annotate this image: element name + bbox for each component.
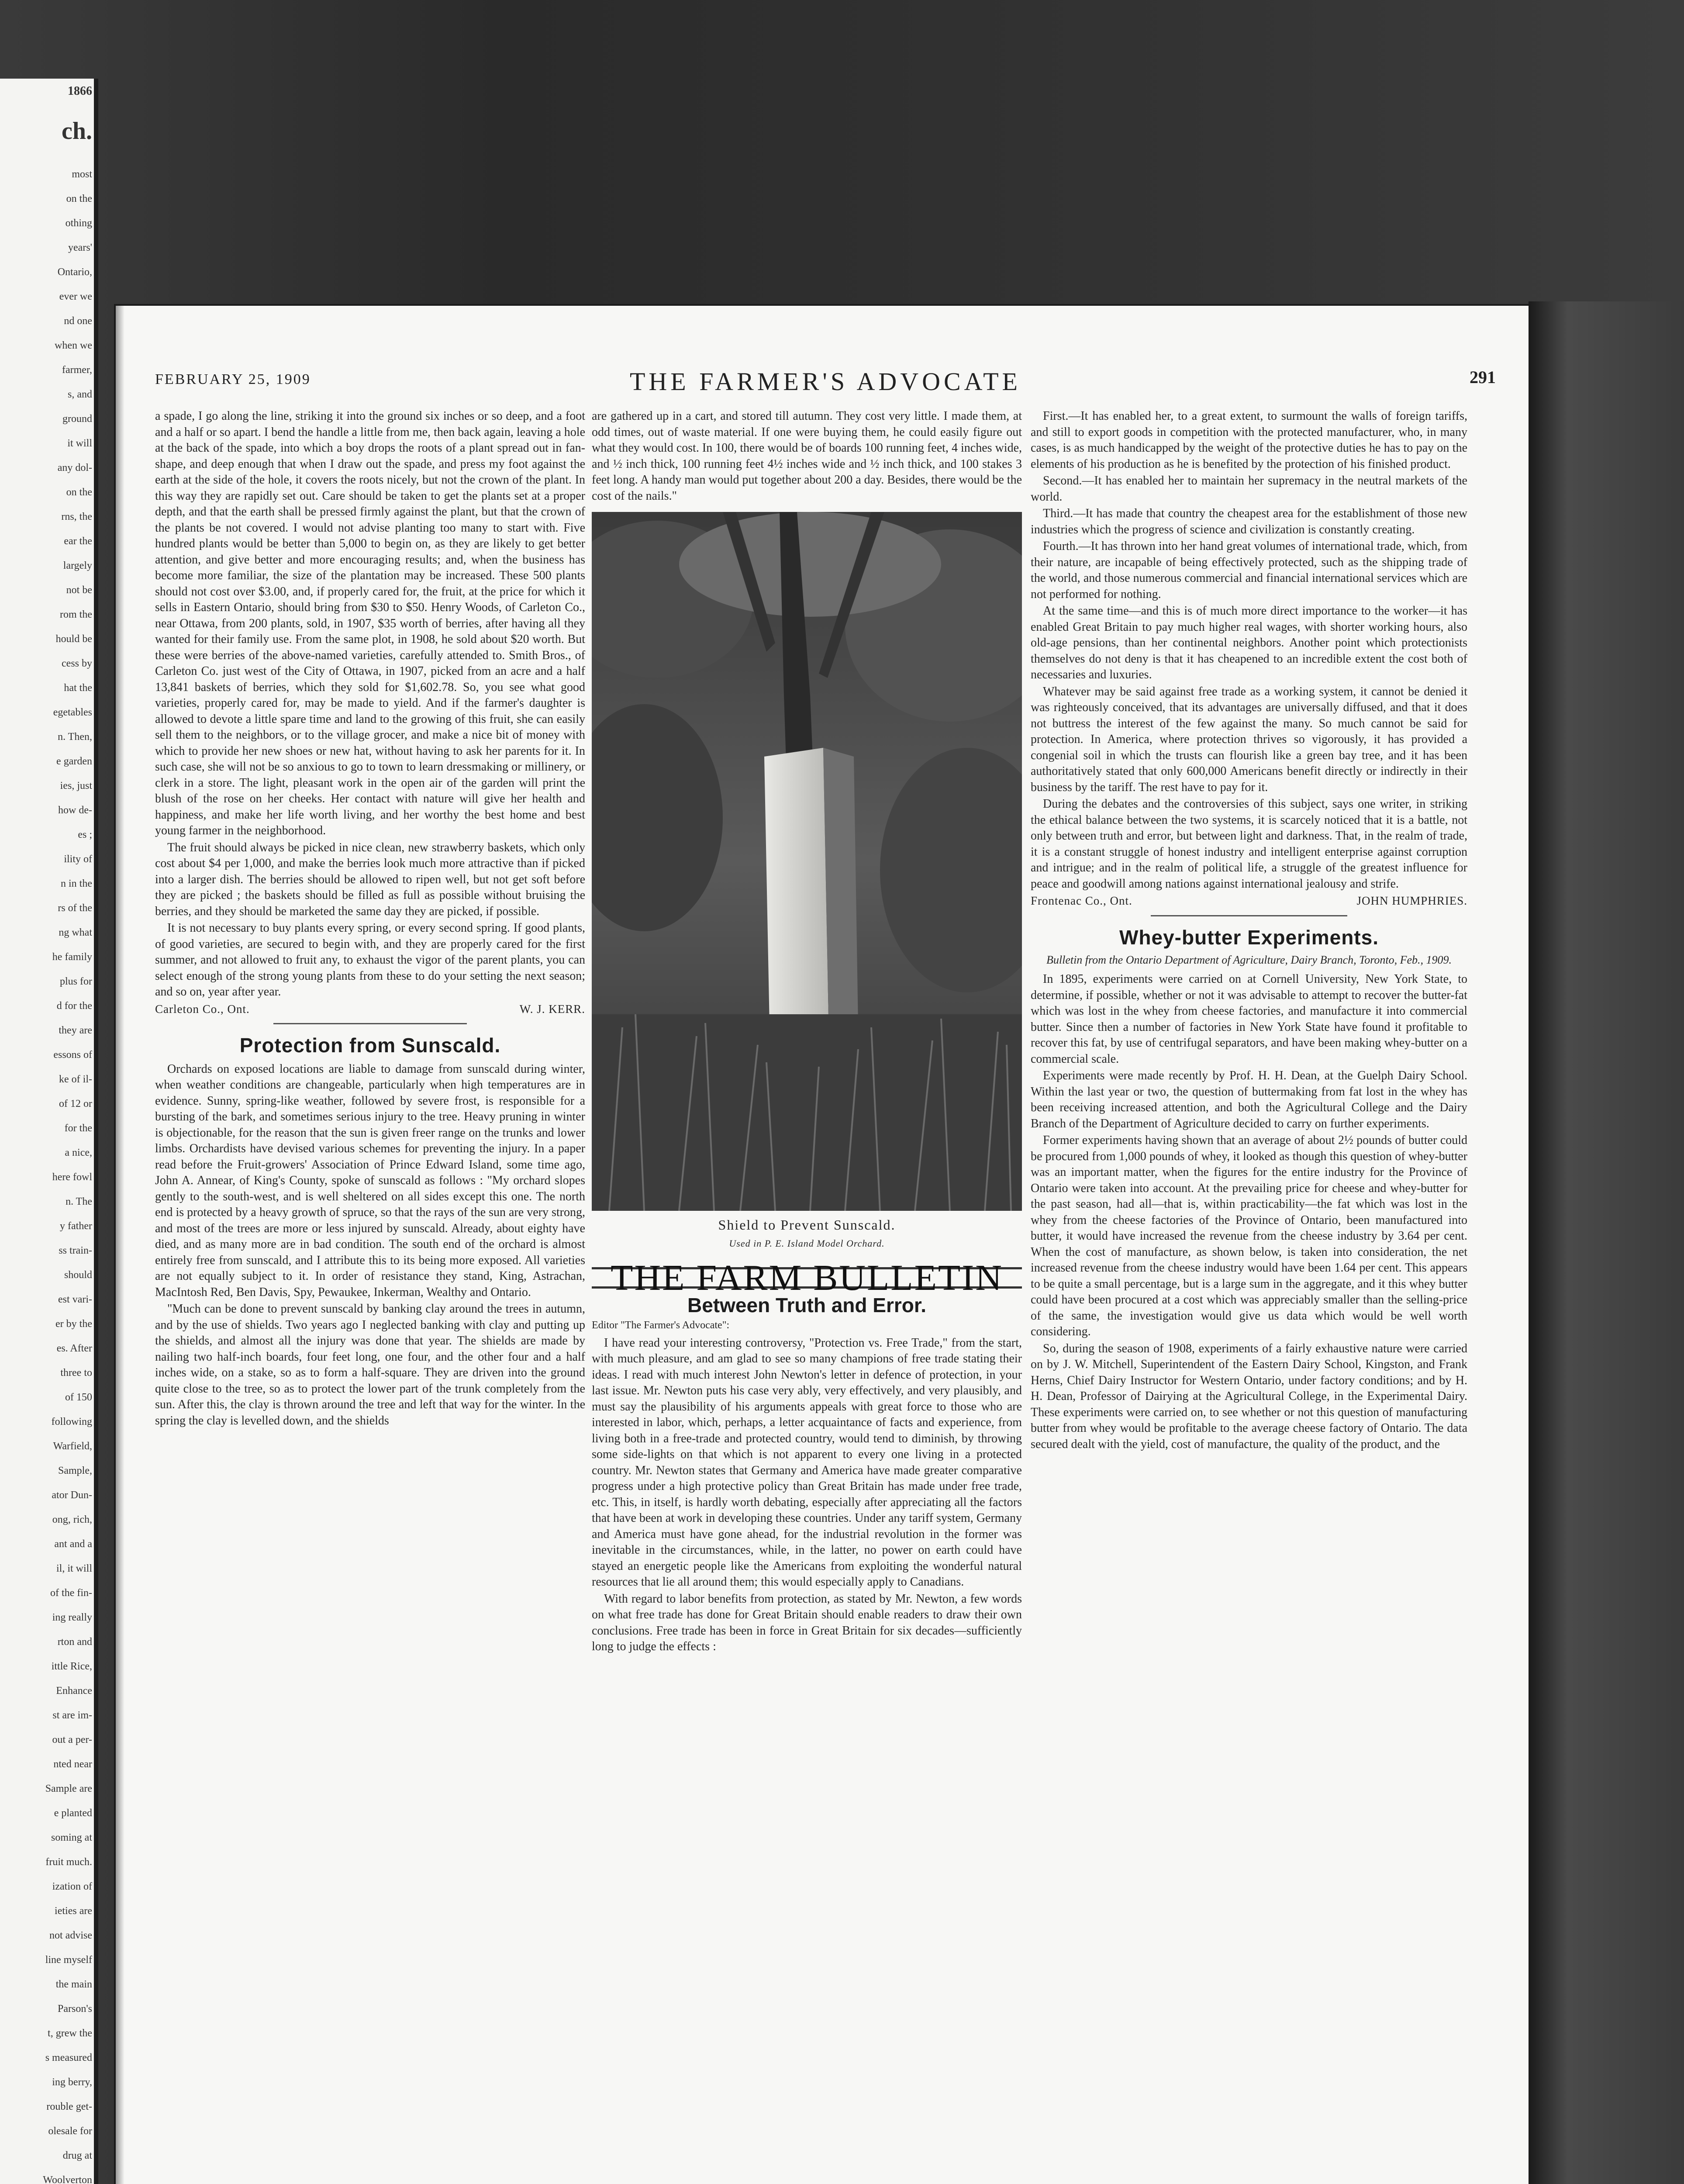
- previous-page-text-fragment: ies, just: [60, 780, 92, 791]
- previous-page-text-fragment: should: [64, 1269, 92, 1281]
- previous-page-text-fragment: most: [72, 169, 92, 180]
- previous-page-text-fragment: largely: [63, 560, 92, 571]
- issue-date: FEBRUARY 25, 1909: [155, 371, 311, 387]
- article-paragraph: Third.—It has made that country the cheapest area for the establishment of those new industries which the progress of science and civilization is constantly creating.: [1031, 507, 1467, 536]
- article-paragraph: Experiments were made recently by Prof. H. H. Dean, at the Guelph Dairy School. Within the last year or two, the question of buttermaking from fat lost in the whey has been receiving increased attention, and both the Agricultural College and the Dairy Branch of the Department of Agriculture decided to carry on further experiments.: [1031, 1069, 1467, 1130]
- previous-page-text-fragment: d for the: [56, 1000, 92, 1012]
- previous-page-text-fragment: here fowl: [52, 1171, 92, 1183]
- previous-page-text-fragment: egetables: [53, 707, 92, 718]
- previous-page-text-fragment: soming at: [51, 1832, 92, 1843]
- previous-page-text-fragment: nd one: [64, 315, 92, 327]
- column-3: [1031, 408, 1467, 1453]
- previous-page-text-fragment: on the: [66, 487, 92, 498]
- previous-page-text-fragment: n in the: [61, 878, 92, 889]
- previous-page-text-fragment: farmer,: [62, 364, 92, 376]
- previous-page-text-fragment: ility of: [64, 854, 92, 865]
- binding-edge: [1529, 301, 1684, 2184]
- signature-line: [155, 1001, 585, 1017]
- column-1: [155, 408, 585, 1430]
- previous-page-text-fragment: fruit much.: [45, 1856, 92, 1868]
- photo-subcaption: Used in P. E. Island Model Orchard.: [729, 1237, 885, 1249]
- divider: [1151, 915, 1347, 916]
- divider: [273, 1023, 467, 1024]
- previous-page-text-fragment: Sample are: [45, 1783, 92, 1794]
- previous-page-text-fragment: hat the: [64, 682, 92, 694]
- previous-page-text-fragment: rouble get-: [46, 2101, 92, 2112]
- article-paragraph: In 1895, experiments were carried on at Cornell University, New York State, to determine, if possible, whether or not it was advisable to attempt to recover the butter-fat which was lost in the whey from cheese factories, and manufacture it into commercial butter. Since then a number of factories in New York State have found it profitable to recover this fat, by use of centrifugal separators, and have been making whey-butter on a commercial scale.: [1031, 972, 1467, 1066]
- previous-page-text-fragment: ss train-: [59, 1245, 92, 1256]
- previous-page-text-fragment: how de-: [58, 805, 92, 816]
- previous-page-text-fragment: ieties are: [55, 1905, 92, 1917]
- article-paragraph: a spade, I go along the line, striking it into the ground six inches or so deep, and a foot and a half or so apart. I bend the handle a little from me, then back again, leaving a hole at the back of the spade, into which a boy drops the roots of a plant spread out in fan-shape, and deep enough that when I draw out the spade, and press my foot against the earth at the side of the hole, it covers the roots nicely, but not the crown of the plant. In this way they are rapidly set out. Care should be taken to get the plants set at a proper depth, and that the earth shall be pressed firmly against the plant, but that the crown of the plants be not covered. I would not advise planting too many to start with. Five hundred plants would be better than 5,000 to begin on, as they are likely to get better attention, and give better and more encouraging results; and, when the business has become more familiar, the size of the plantation may be increased. These 500 plants should not cost over $3.00, and, if properly cared for, the fruit, at the price for which it sells in Eastern Ontario, should bring from $30 to $50. Henry Woods, of Carleton Co., near Ottawa, from 200 plants, sold, in 1907, $35 worth of berries, after having all they wanted for their family use. From the same plot, in 1908, he sold about $20 worth. But these were berries of the above-named varieties, carefully attended to. Smith Bros., of Carleton Co. just west of the City of Ottawa, in 1907, picked from an acre and a half 13,841 baskets of berries, which they sold for $1,602.78. So, you see what good varieties, properly cared for, may be made to yield. And if the farmer's daughter is allowed to devote a little spare time and land to the growing of this fruit, she can easily sell them to the neighbors, or to the village grocer, and make a nice bit of money with which to provide her new shoes or new hat, without having to ask her parents for it. In such case, she will not be so anxious to go to town to learn dressmaking or millinery, or clerk in a store. The light, pleasant work in the open air of the garden will print the blush of the rose on her cheeks. Her contact with nature will give her health and happiness, and make her life worth living, and her worthy the best home and best young farmer in the neighborhood.: [155, 409, 585, 837]
- previous-page-text-fragment: any dol-: [57, 462, 92, 473]
- previous-page-text-fragment: years': [68, 242, 92, 253]
- previous-page-text-fragment: of 150: [65, 1392, 92, 1403]
- previous-page-text-fragment: ing berry,: [52, 2077, 92, 2088]
- previous-page-text-fragment: es ;: [78, 829, 92, 840]
- previous-page-text-fragment: Parson's: [58, 2003, 92, 2015]
- previous-page-text-fragment: of 12 or: [59, 1098, 92, 1109]
- previous-page-text-fragment: othing: [65, 218, 92, 229]
- previous-page-text-fragment: n. Then,: [58, 731, 92, 743]
- article-paragraph: Former experiments having shown that an average of about 2½ pounds of butter could be procured from 1,000 pounds of whey, it looked as though this question of whey-butter was an important matter, when the figures for the entire industry for the Province of Ontario were taken into account. At the prevailing price for cheese and whey-butter for the past season, had all—that is, within practicability—the fat which was lost in the whey from the cheese factories of the Province of Ontario, been manufactured into butter, it would have increased the revenue from the cheese industry by 3.64 per cent. When the cost of manufacture, as shown below, is taken into consideration, the net increased revenue from the cheese industry would have been 1.64 per cent. This appears to be quite a small percentage, but is a large sum in the aggregate, and it this whey butter could have been procured at a cost which was appreciably smaller than the selling-price of the same, the investigation would give us data which would be well worth considering.: [1031, 1133, 1467, 1338]
- previous-page-text-fragment: following: [51, 1416, 92, 1427]
- article-paragraph: Fourth.—It has thrown into her hand great volumes of international trade, which, from their nature, are incapable of being effectively protected, such as the shipping trade of the world, and those numerous commercial and financial international services which are not performed for nothing.: [1031, 539, 1467, 601]
- photo-image: [592, 512, 1022, 1211]
- previous-page-text-fragment: y father: [60, 1220, 92, 1232]
- previous-page-text-fragment: essons of: [53, 1049, 92, 1061]
- previous-page-text-fragment: three to: [60, 1367, 92, 1379]
- previous-page-text-fragment: e planted: [54, 1807, 92, 1819]
- previous-page-text-fragment: hould be: [55, 633, 92, 645]
- previous-page-text-fragment: the main: [55, 1979, 92, 1990]
- article-paragraph: The fruit should always be picked in nice clean, new strawberry baskets, which only cost about $4 per 1,000, and make the berries look much more attractive than if picked into a larger dish. The berries should be allowed to ripen well, but not get soft before they are picked ; the baskets should be filled as full as possible without bruising the berries, and they should be marketed the same day they are picked, if possible.: [155, 840, 585, 918]
- signature-line: [1031, 893, 1467, 909]
- previous-page-text-fragment: rs of the: [58, 902, 92, 914]
- previous-page-text-fragment: ch.: [62, 117, 92, 145]
- previous-page-text-fragment: line myself: [45, 1954, 92, 1966]
- signature-place: Frontenac Co., Ont.: [1031, 894, 1132, 907]
- previous-page-text-fragment: Ontario,: [57, 266, 92, 278]
- masthead-title: THE FARMER'S ADVOCATE: [629, 367, 1021, 396]
- article-paragraph: "Much can be done to prevent sunscald by banking clay around the trees in autumn, and by the use of shields. Two years ago I neglected banking with clay and putting up the shields, and almost all the injury was done that year. The shields are made by nailing two half-inch boards, four feet long, one four, and the other four and a half inches wide, on a stake, so as to form a half-square. They are driven into the ground quite close to the tree, so as to protect the lower part of the trunk completely from the sun. After this, the clay is thrown around the tree and left that way for the winter. In the spring the clay is levelled down, and the shields: [155, 1302, 585, 1427]
- previous-page-text-fragment: il, it will: [56, 1563, 92, 1574]
- previous-page-text-fragment: 1866: [68, 84, 92, 98]
- article-paragraph: So, during the season of 1908, experiments of a fairly exhaustive nature were carried on by J. W. Mitchell, Superintendent of the Eastern Dairy School, Kingston, and Frank Herns, Chief Dairy Instructor for Western Ontario, under factory conditions; and by H. H. Dean, Professor of Dairying at the Agricultural College, in the Experimental Dairy. These experiments were carried on, to see whether or not this question of manufacturing butter from whey would be profitable to the average cheese factory of Ontario. The data secured dealt with the yield, cost of manufacture, the quality of the product, and the: [1031, 1341, 1467, 1451]
- previous-page-text-fragment: Woolverton: [43, 2174, 92, 2184]
- previous-page-text-fragment: rton and: [57, 1636, 92, 1648]
- article-paragraph: At the same time—and this is of much more direct importance to the worker—it has enabled Great Britain to pay much higher real wages, with shorter working hours, also old-age pensions, than her continental neighbors. Another point which protectionists themselves do not deny is that it has cheapened to an incredible extent the cost both of necessaries and luxuries.: [1031, 604, 1467, 681]
- previous-page-text-fragment: not be: [66, 584, 92, 596]
- article-paragraph: First.—It has enabled her, to a great extent, to surmount the walls of foreign tariffs, and still to export goods in competition with the protected manufacturer, who, in many cases, is as much handicapped by the weight of the protective duties he has to pay on the elements of his production as he is benefited by the protection of his finished product.: [1031, 409, 1467, 471]
- previous-page-text-fragment: ator Dun-: [52, 1489, 92, 1501]
- signature-place: Carleton Co., Ont.: [155, 1002, 250, 1016]
- previous-page-text-fragment: ng what: [59, 927, 92, 938]
- article-paragraph: With regard to labor benefits from protection, as stated by Mr. Newton, a few words on what free trade has done for Great Britain should enable readers to draw their own conclusions. Free trade has been in force in Great Britain for six decades—sufficiently long to judge the effects :: [592, 1592, 1022, 1653]
- previous-page-text-fragment: ke of il-: [59, 1074, 92, 1085]
- photo-caption: Shield to Prevent Sunscald.: [718, 1217, 896, 1233]
- previous-page-text-fragment: nted near: [53, 1759, 92, 1770]
- page-number: 291: [1470, 367, 1496, 387]
- previous-page-text-fragment: n. The: [66, 1196, 92, 1207]
- previous-page-text-fragment: of the fin-: [50, 1587, 92, 1599]
- previous-page-text-fragment: not advise: [49, 1930, 92, 1941]
- article-heading: Whey-butter Experiments.: [1119, 926, 1379, 949]
- article-paragraph: It is not necessary to buy plants every spring, or every second spring. If good plants, of good varieties, are secured to begin with, and they are properly cared for the first summer, and not allowed to fruit any, to exhaust the vigor of the parent plants, you can select enough of the strong young plants from these to do your setting the next season; and so on, year after year.: [155, 921, 585, 999]
- signature-name: JOHN HUMPHRIES.: [1356, 894, 1467, 907]
- previous-page-text-fragment: ant and a: [54, 1538, 92, 1550]
- previous-page-text-fragment: rns, the: [61, 511, 92, 522]
- newspaper-page: [116, 306, 1529, 2184]
- previous-page-text-fragment: ground: [62, 413, 92, 425]
- previous-page-text-fragment: Enhance: [56, 1685, 92, 1697]
- signature-name: W. J. KERR.: [519, 1002, 585, 1016]
- page-header: [155, 367, 1496, 397]
- article-paragraph: I have read your interesting controversy, "Protection vs. Free Trade," from the start, with much pleasure, and am glad to see so many champions of free trade stating their ideas. I read with much interest John Newton's letter in defence of protection, in your last issue. Mr. Newton puts his case very ably, very effectively, and very plausibly, and must say the plausibility of his arguments appeals with great force to those who are interested in labor, which, perhaps, a letter acquaintance of facts and experience, from living both in a free-trade and protected country, would tend to diminish, by throwing some side-lights on that which is not apparent to every one living in a protected country. Mr. Newton states that Germany and America have made greater comparative progress under a high protective policy than Great Britain has made under free trade, etc. This, in itself, is hardly worth debating, especially after appreciating all the factors that have been at work in developing these countries. Under any tariff system, Germany and America must have gone ahead, for the industrial revolution in the former was inevitable in the circumstances, while, in the latter, no power on earth could have stayed an energetic people like the Americans from exploiting the wonderful natural resources that lie all around them; this would especially apply to Canadians.: [592, 1336, 1022, 1589]
- previous-page-text-fragment: it will: [67, 438, 92, 449]
- previous-page-text-fragment: olesale for: [48, 2125, 92, 2137]
- previous-page-text-fragment: on the: [66, 193, 92, 204]
- previous-page-text-fragment: ear the: [64, 536, 92, 547]
- previous-page-text-fragment: cess by: [62, 658, 92, 669]
- previous-page-text-fragment: drug at: [62, 2150, 92, 2161]
- previous-page-text-fragment: ittle Rice,: [51, 1661, 92, 1672]
- article-paragraph: are gathered up in a cart, and stored till autumn. They cost very little. I made them, at odd times, out of waste material. If one were buying them, he could easily figure out what they would cost. In 100, there would be of boards 100 running feet, 4 inches wide, and ½ inch thick, 100 running feet 4½ inches wide and ½ inch thick, and 100 stakes 3 feet long. A handy man would put together about 200 a day. Besides, there would be the cost of the nails.": [592, 409, 1022, 503]
- column-2: [592, 408, 1022, 1656]
- article-paragraph: Second.—It has enabled her to maintain her supremacy in the neutral markets of the world.: [1031, 474, 1467, 504]
- article-paragraph: During the debates and the controversies of this subject, says one writer, in striking the ethical balance between the two systems, it is scarcely noticed that it is a battle, not only between truth and error, but between light and darkness. That, in the realm of trade, it is a constant struggle of honest industry and intelligent enterprise against corruption and intrigue; and in the realm of political life, a struggle of the greatest influence for peace and goodwill among nations against international jealousy and strife.: [1031, 797, 1467, 891]
- previous-page-text-fragment: s measured: [45, 2052, 92, 2063]
- previous-page-text-fragment: rom the: [60, 609, 92, 620]
- article-paragraph: Whatever may be said against free trade as a working system, it cannot be denied it was righteously conceived, that its advantages are universally diffused, and that it does not buttress the interest of the few against the many. So much cannot be said for protection. In America, where protection thrives so vigorously, it has provided a congenial soil in which the trusts can flourish like a green bay tree, and it has been authoritatively stated that only 600,000 Americans benefit directly or indirectly in their business by the tariff. The rest have to pay for it.: [1031, 684, 1467, 794]
- previous-page-text-fragment: when we: [55, 340, 92, 351]
- shield-photograph: [592, 512, 1022, 1211]
- previous-page-text-fragment: er by the: [55, 1318, 92, 1330]
- previous-page-text-fragment: t, grew the: [48, 2028, 92, 2039]
- previous-page-text-fragment: Sample,: [58, 1465, 92, 1476]
- previous-page-fragment: [0, 79, 98, 2184]
- previous-page-text-fragment: plus for: [60, 976, 92, 987]
- page-fold-shadow: [116, 306, 124, 2184]
- article-heading: Protection from Sunscald.: [239, 1034, 501, 1057]
- previous-page-text-fragment: for the: [64, 1123, 92, 1134]
- previous-page-text-fragment: Warfield,: [53, 1441, 92, 1452]
- previous-page-text-fragment: e garden: [56, 756, 92, 767]
- previous-page-text-fragment: est vari-: [58, 1294, 92, 1305]
- previous-page-text-fragment: ong, rich,: [52, 1514, 92, 1525]
- article-heading: Between Truth and Error.: [687, 1293, 926, 1317]
- previous-page-text-fragment: ever we: [59, 291, 92, 302]
- previous-page-text-fragment: out a per-: [52, 1734, 92, 1745]
- previous-page-text-fragment: ization of: [52, 1881, 92, 1892]
- previous-page-text-fragment: they are: [59, 1025, 92, 1036]
- article-byline: Bulletin from the Ontario Department of Agriculture, Dairy Branch, Toronto, Feb., 1909.: [1046, 954, 1452, 966]
- previous-page-text-fragment: st are im-: [52, 1710, 92, 1721]
- previous-page-text-fragment: ing really: [52, 1612, 92, 1623]
- previous-page-text-fragment: es. After: [56, 1343, 92, 1354]
- previous-page-text-fragment: s, and: [68, 389, 92, 400]
- editor-salutation: Editor "The Farmer's Advocate":: [592, 1320, 730, 1331]
- article-paragraph: Orchards on exposed locations are liable to damage from sunscald during winter, when weather conditions are changeable, particularly when high temperatures are in evidence. Sunny, spring-like weather, followed by severe frost, is responsible for a bursting of the bark, and sometimes serious injury to the tree. Heavy pruning in winter is objectionable, for the reason that the sun is given freer range on the trunks and lower limbs. Orchardists have devised various schemes for preventing the injury. In a paper read before the Fruit-growers' Association of Prince Edward Island, some time ago, John A. Annear, of King's County, spoke of sunscald as follows : "My orchard slopes gently to the south-west, and is well sheltered on all sides except this one. The north end is protected by a heavy growth of spruce, so that the rays of the sun are very strong, and most of the trees are more or less injured by sunscald. Already, about eighty have died, and as many more are in bad condition. The south end of the orchard is almost entirely free from sunscald, and I attribute this to its being more exposed. All varieties are not equally subject to it. In order of resistance they stand, King, Astrachan, MacIntosh Red, Ben Davis, Spy, Pewaukee, Inkerman, Wealthy and Ontario.: [155, 1062, 585, 1299]
- previous-page-text-fragment: a nice,: [65, 1147, 92, 1158]
- section-banner: THE FARM BULLETIN: [592, 1267, 1022, 1289]
- previous-page-text-fragment: he family: [52, 951, 92, 963]
